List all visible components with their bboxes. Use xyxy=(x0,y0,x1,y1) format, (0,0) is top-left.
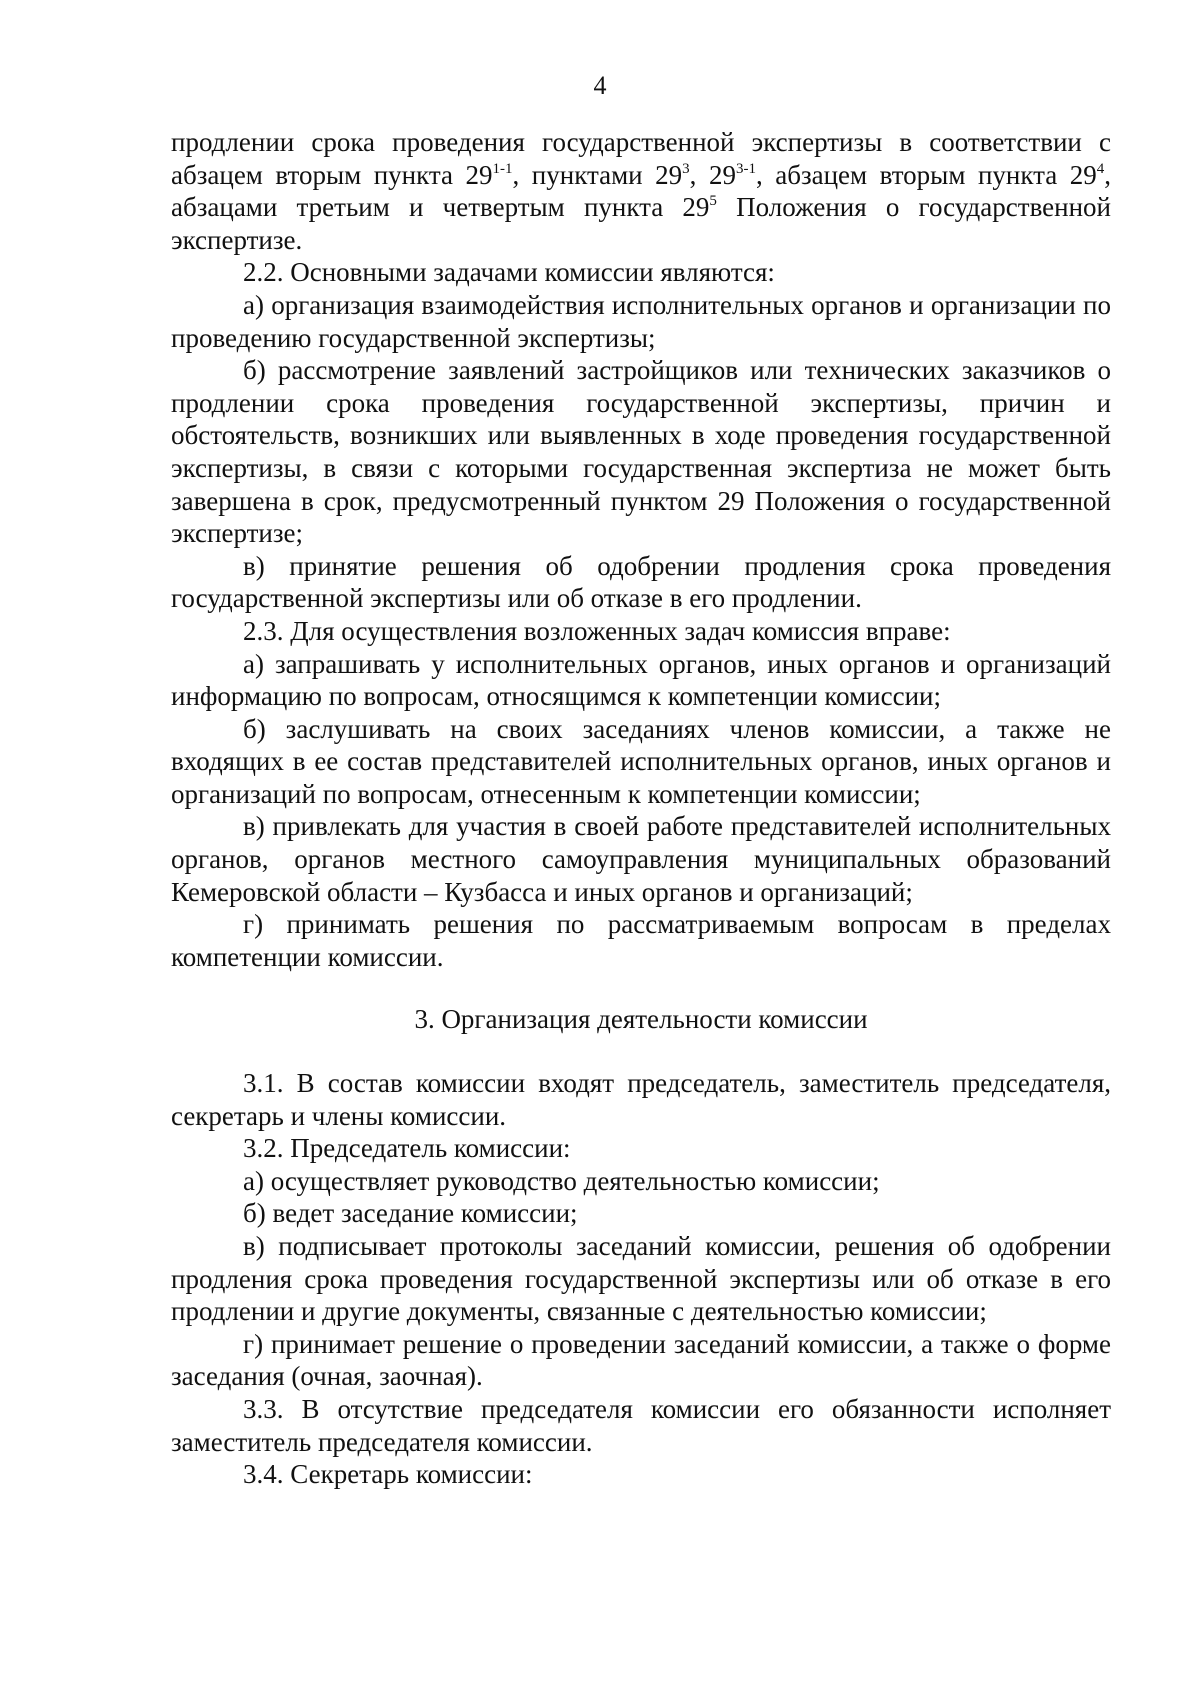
superscript: 3-1 xyxy=(735,160,756,177)
paragraph: а) организация взаимодействия исполнительных органов и организации по проведению государственной экспертизы; xyxy=(171,289,1111,353)
paragraph: в) привлекать для участия в своей работе представителей исполнительных органов, органов местного самоуправления муниципальных образований Кемеровской области – Кузбасса и иных органов и организаций; xyxy=(171,811,1111,907)
paragraph: 2.2. Основными задачами комиссии являются: xyxy=(243,257,775,288)
paragraph: б) ведет заседание комиссии; xyxy=(243,1198,578,1229)
superscript: 5 xyxy=(709,193,717,210)
paragraph-continuation xyxy=(171,126,1111,256)
paragraph: г) принимает решение о проведении заседаний комиссии, а также о форме заседания (очная, заочная). xyxy=(171,1328,1111,1392)
paragraph: 3.4. Секретарь комиссии: xyxy=(243,1459,533,1490)
document-body xyxy=(171,126,1111,1491)
paragraph-text: Положения о государственной экспертизе. xyxy=(171,192,1111,255)
paragraph: в) подписывает протоколы заседаний комиссии, решения об одобрении продления срока проведения государственной экспертизы или об отказе в его продлении и другие документы, связанные с деятельностью комиссии; xyxy=(171,1231,1111,1327)
paragraph: 3.1. В состав комиссии входят председатель, заместитель председателя, секретарь и члены комиссии. xyxy=(171,1068,1111,1131)
paragraph-text: , абзацем вторым пункта 29 xyxy=(755,159,1097,190)
paragraph: г) принимать решения по рассматриваемым вопросам в пределах компетенции комиссии. xyxy=(171,909,1111,972)
paragraph-text: , пунктами 29 xyxy=(512,159,683,190)
paragraph: а) осуществляет руководство деятельностью комиссии; xyxy=(243,1165,880,1196)
paragraph: а) запрашивать у исполнительных органов, иных органов и организаций информацию по вопросам, относящимся к компетенции комиссии; xyxy=(171,648,1111,712)
paragraph-text: продлении срока проведения государственной экспертизы в соответствии с абзацем вторым пункта 29 xyxy=(171,127,1111,190)
superscript: 1-1 xyxy=(492,160,513,177)
section-heading: 3. Организация деятельности комиссии xyxy=(414,1004,868,1035)
page-number: 4 xyxy=(593,71,607,100)
paragraph: б) рассмотрение заявлений застройщиков или технических заказчиков о продлении срока проведения государственной экспертизы, причин и обстоятельств, возникших или выявленных в ходе проведения государственной экспертизы, в связи с которыми государственная экспертиза не может быть завершена в срок, предусмотренный пунктом 29 Положения о государственной экспертизе; xyxy=(171,355,1111,549)
paragraph: б) заслушивать на своих заседаниях членов комиссии, а также не входящих в ее состав представителей исполнительных органов, иных органов и организаций по вопросам, отнесенным к компетенции комиссии; xyxy=(171,713,1111,809)
paragraph: 2.3. Для осуществления возложенных задач комиссия вправе: xyxy=(243,615,951,646)
superscript: 4 xyxy=(1096,160,1105,177)
paragraph: в) принятие решения об одобрении продления срока проведения государственной экспертизы или об отказе в его продлении. xyxy=(171,550,1111,614)
paragraph-text: , абзацами третьим и четвертым пункта 29 xyxy=(171,159,1111,223)
superscript: 3 xyxy=(682,160,690,177)
paragraph-text: , 29 xyxy=(689,159,736,190)
paragraph: 3.3. В отсутствие председателя комиссии его обязанности исполняет заместитель председателя комиссии. xyxy=(171,1393,1111,1457)
paragraph: 3.2. Председатель комиссии: xyxy=(243,1133,571,1164)
